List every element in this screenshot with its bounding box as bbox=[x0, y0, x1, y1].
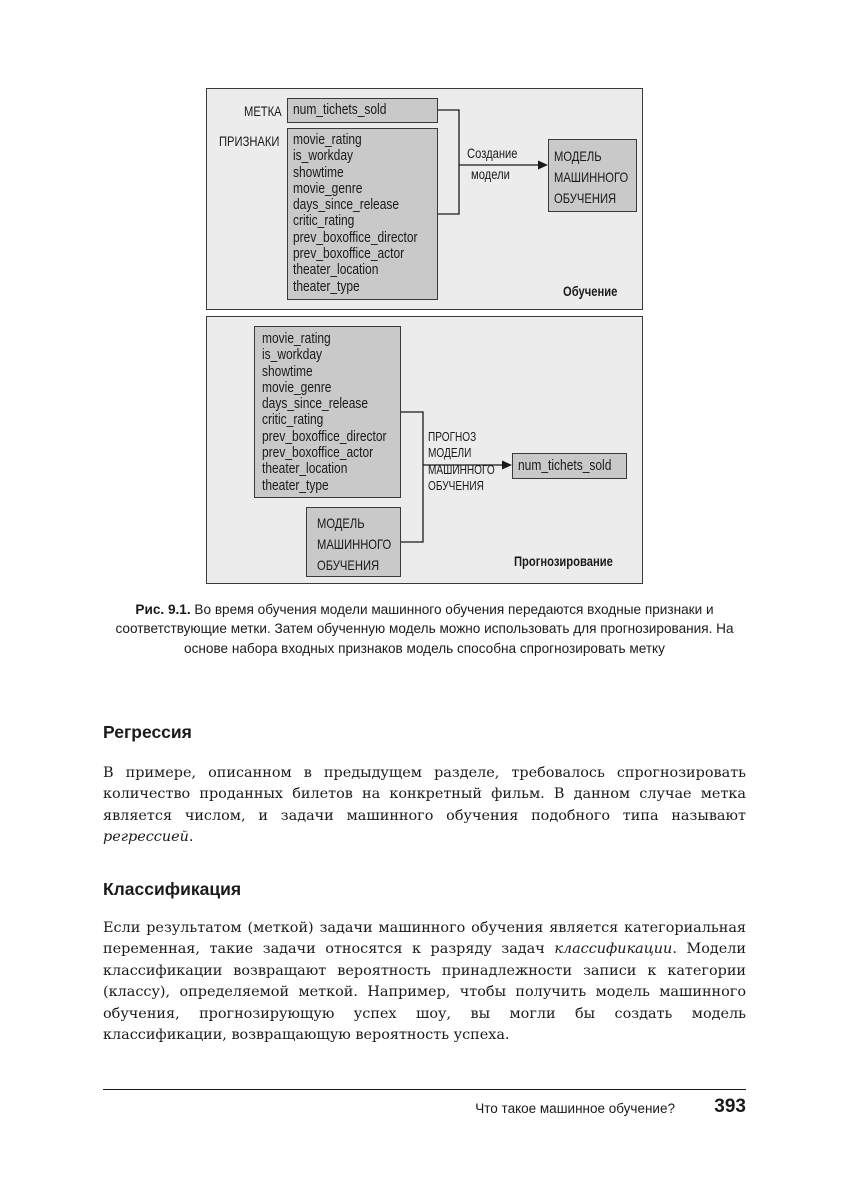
output-box bbox=[512, 453, 627, 479]
prediction-panel-title: Прогнозирование bbox=[514, 553, 613, 569]
feature-item: theater_location bbox=[262, 460, 348, 478]
feature-item: prev_boxoffice_director bbox=[293, 228, 418, 246]
prediction-feature-list bbox=[262, 331, 387, 494]
training-panel-title: Обучение bbox=[563, 283, 618, 299]
section-paragraph: В примере, описанном в предыдущем разделе, требовалось спрогнозировать количество проданных билетов на конкретный фильм. В данном случае метка является числом, и задачи машинного обучения подобного типа называют регрессией. bbox=[103, 765, 746, 846]
emphasis-term: регрессией bbox=[103, 829, 189, 846]
feature-item: theater_type bbox=[262, 476, 329, 494]
create-model-label: Создание модели bbox=[467, 145, 518, 182]
model-line: ОБУЧЕНИЯ bbox=[554, 190, 617, 206]
feature-item: movie_rating bbox=[262, 330, 331, 347]
feature-item: critic_rating bbox=[293, 212, 355, 230]
label-box bbox=[287, 98, 438, 123]
feature-item: movie_rating bbox=[293, 131, 362, 148]
label-value: num_tichets_sold bbox=[293, 101, 387, 118]
model-line: МОДЕЛЬ bbox=[317, 515, 365, 531]
feature-item: theater_location bbox=[293, 261, 379, 279]
feature-item: showtime bbox=[293, 163, 344, 181]
feature-item: movie_genre bbox=[293, 179, 363, 197]
prediction-arrow-label: ПРОГНОЗ МОДЕЛИ МАШИННОГО ОБУЧЕНИЯ bbox=[428, 430, 495, 494]
model-line: МОДЕЛЬ bbox=[554, 148, 602, 164]
feature-item: movie_genre bbox=[262, 378, 332, 396]
feature-item: days_since_release bbox=[293, 196, 400, 214]
feature-item: is_workday bbox=[293, 147, 354, 165]
section-heading: Классификация bbox=[103, 879, 242, 899]
feature-item: critic_rating bbox=[262, 411, 324, 429]
prediction-model-box bbox=[306, 507, 401, 577]
feature-item: showtime bbox=[262, 362, 313, 380]
feature-item: is_workday bbox=[262, 346, 323, 364]
model-line: МАШИННОГО bbox=[317, 536, 392, 552]
features-tag: ПРИЗНАКИ bbox=[219, 133, 280, 149]
figure-caption bbox=[100, 600, 749, 658]
training-feature-list bbox=[293, 132, 418, 295]
feature-item: days_since_release bbox=[262, 395, 369, 413]
output-value: num_tichets_sold bbox=[518, 457, 612, 474]
feature-item: prev_boxoffice_actor bbox=[262, 444, 374, 462]
feature-item: theater_type bbox=[293, 277, 360, 295]
model-line: ОБУЧЕНИЯ bbox=[317, 557, 380, 573]
model-line: МАШИННОГО bbox=[554, 169, 629, 185]
prediction-features-box bbox=[254, 326, 401, 498]
features-box bbox=[287, 128, 438, 300]
training-model-box bbox=[548, 139, 637, 212]
caption-text: Во время обучения модели машинного обучения передаются входные признаки и соответствующие метки. Затем обученную модель можно использовать для прогнозирования. На основе набора входных признаков модель способна спрогнозировать метку bbox=[115, 602, 734, 656]
caption-label: Рис. 9.1. bbox=[135, 602, 191, 617]
footer-chapter-title: Что такое машинное обучение? bbox=[475, 1101, 675, 1116]
emphasis-term: классификации bbox=[554, 941, 673, 958]
section-paragraph: Если результатом (меткой) задачи машинного обучения является категориальная переменная, такие задачи относятся к разряду задач классификации. Модели классификации возвращают вероятность принадлежности записи к категории (классу), определяемой меткой. Например, чтобы получить модель машинного обучения, прогнозирующую успех шоу, вы могли бы создать модель классификации, возвращающую вероятность успеха. bbox=[103, 920, 746, 1044]
label-tag: МЕТКА bbox=[244, 103, 282, 119]
footer-rule bbox=[103, 1089, 746, 1090]
section-heading: Регрессия bbox=[103, 722, 192, 742]
feature-item: prev_boxoffice_director bbox=[262, 427, 387, 445]
page-number: 393 bbox=[714, 1096, 746, 1117]
feature-item: prev_boxoffice_actor bbox=[293, 245, 405, 263]
